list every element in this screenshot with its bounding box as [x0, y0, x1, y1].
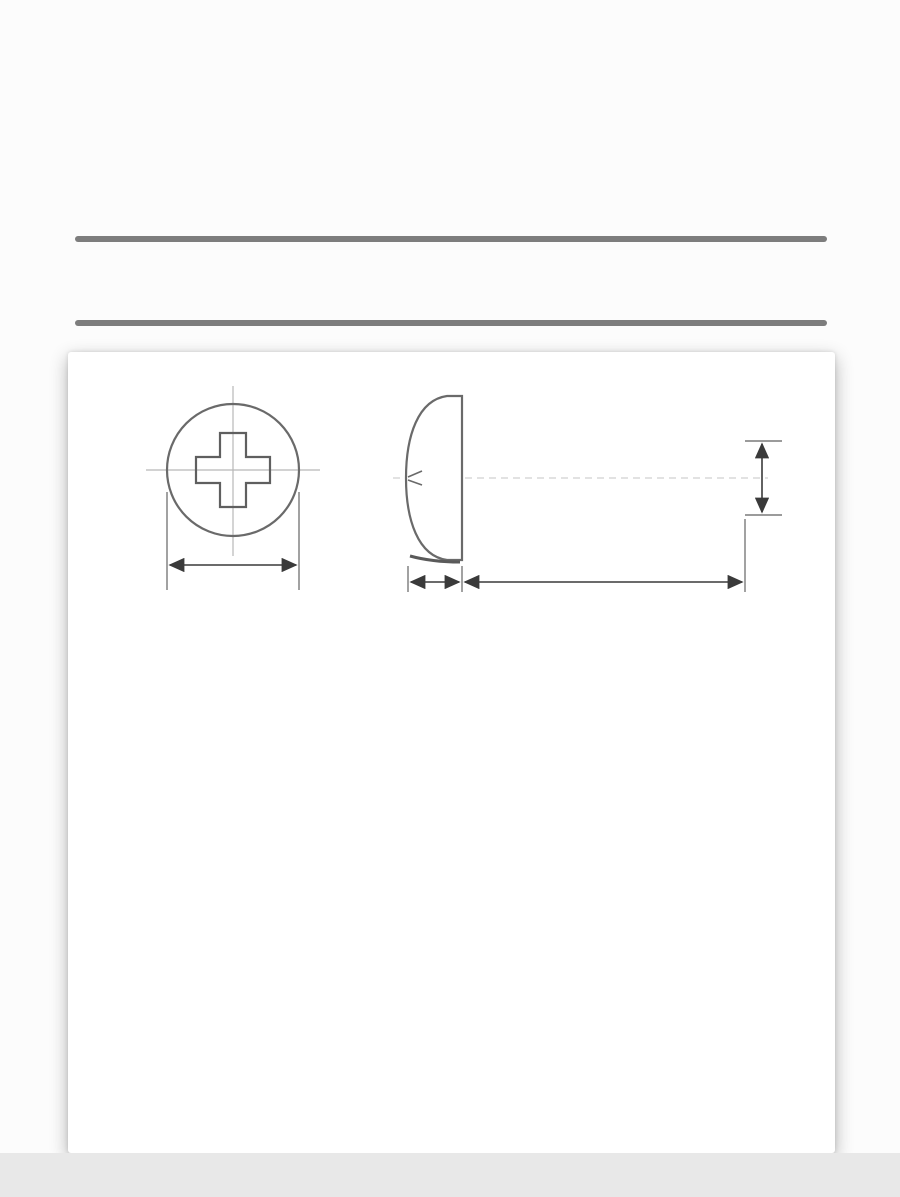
- divider-line-1: [75, 236, 827, 242]
- divider-line-2: [75, 320, 827, 326]
- attribute-row-1: [0, 180, 900, 224]
- spec-composition-line: [76, 764, 831, 791]
- pan-head-profile: [406, 396, 462, 560]
- attribute-row-2: [0, 264, 900, 308]
- content-card: [68, 352, 835, 1153]
- screw-dimension-diagram: [68, 352, 835, 642]
- bottom-background-strip: [0, 1153, 900, 1197]
- screw-top-view: [146, 386, 320, 590]
- screw-side-view: [393, 396, 782, 592]
